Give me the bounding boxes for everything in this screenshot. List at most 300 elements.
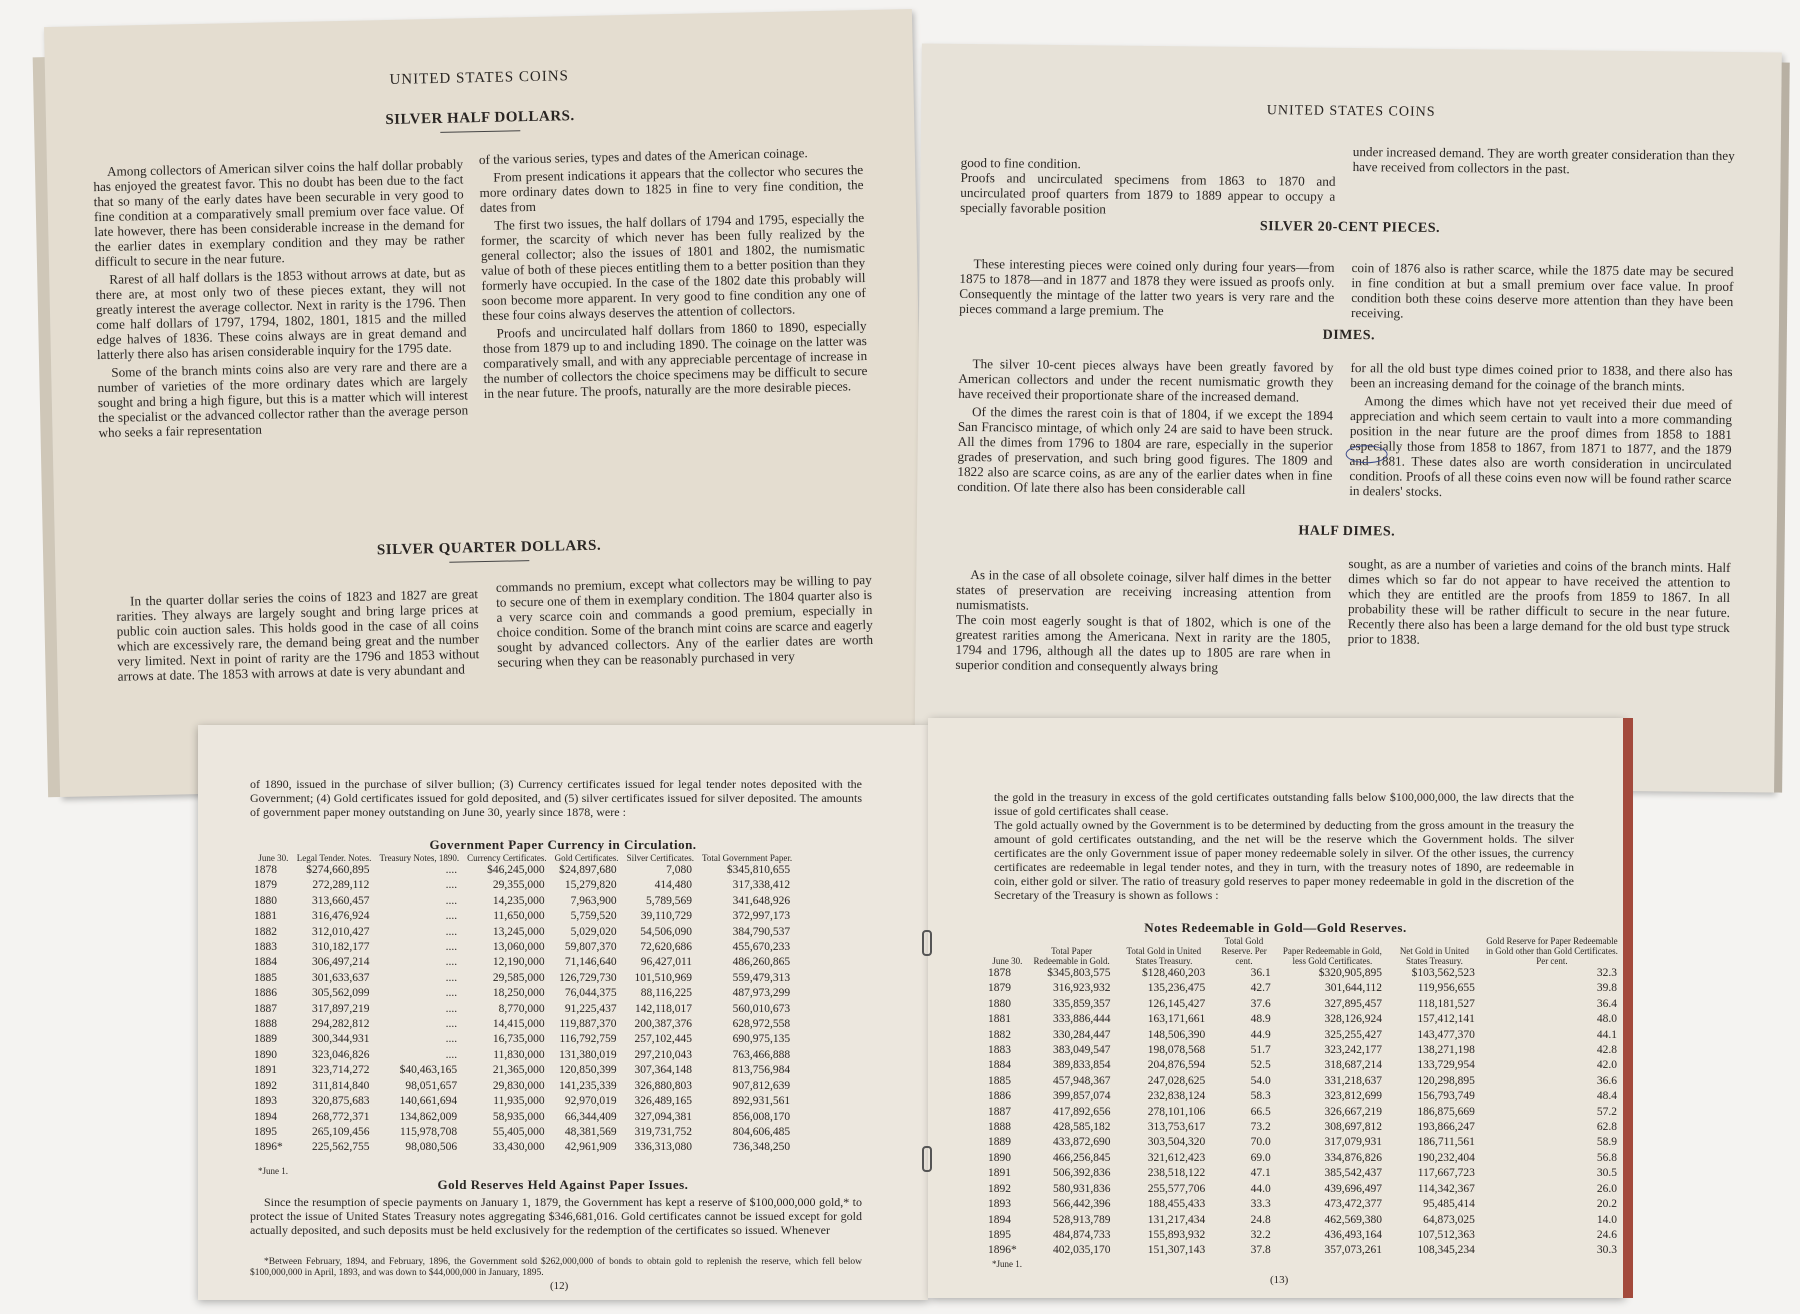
table-cell: 278,101,106 (1147, 1105, 1206, 1118)
paragraph: The silver 10-cent pieces always have been greatly favored by American collectors and under the recent numismatic growth they have received their proportionate share of the increased demand. (958, 356, 1334, 405)
table-cell: 318,687,214 (1324, 1059, 1383, 1072)
paragraph: The first two issues, the half dollars of 1794 and 1795, especially the former, the scarcity of which never has been fully realized by the general collector; also the issues of 1801 and 1802, the numismatic value of both of these pieces entitling them to a better position than they formerly have occupied. In the case of the 1802 date this probably will soon become more apparent. In very good to fine condition any one of these four coins always deserves the attention of collectors. (480, 210, 866, 324)
text-column (116, 586, 480, 687)
table-cell: 1893 (988, 1198, 1011, 1211)
table-row (988, 1182, 1623, 1197)
table-cell: 466,256,845 (1053, 1151, 1111, 1164)
table-cell: 58.3 (1250, 1090, 1271, 1103)
table-cell: 116,792,759 (559, 1033, 617, 1046)
table-cell: 163,171,661 (1147, 1013, 1206, 1026)
table-cell: 71,146,640 (564, 956, 617, 969)
table-row (988, 1012, 1623, 1027)
table-cell: 385,542,437 (1324, 1167, 1383, 1180)
table-cell: 1884 (988, 1059, 1011, 1072)
table-cell: 33.3 (1250, 1198, 1271, 1211)
table-cell: 1883 (988, 1044, 1011, 1057)
text-column (93, 156, 469, 443)
table-cell: 317,079,931 (1324, 1136, 1383, 1149)
table-cell: 52.5 (1250, 1059, 1271, 1072)
table-cell: 91,225,437 (564, 1002, 617, 1015)
table-cell: 487,973,299 (732, 987, 791, 1000)
table-cell: 327,895,457 (1324, 997, 1383, 1010)
binding-stitch (922, 930, 932, 956)
table-cell: 1889 (254, 1033, 277, 1046)
table-cell: 321,612,423 (1147, 1151, 1206, 1164)
table-cell: 328,126,924 (1324, 1013, 1383, 1026)
table-cell: .... (445, 971, 458, 984)
table-cell: 892,931,561 (732, 1095, 791, 1108)
table-row (254, 1140, 796, 1155)
table-cell: 138,271,198 (1417, 1044, 1475, 1057)
table-cell: 42.7 (1250, 982, 1271, 995)
table-row (254, 986, 796, 1001)
table-cell: 300,344,931 (311, 1033, 370, 1046)
table-cell: 1892 (988, 1182, 1011, 1195)
table-cell: 1887 (988, 1105, 1011, 1118)
text-column (250, 1195, 862, 1240)
footnote (250, 1257, 862, 1282)
table-cell: 804,606,485 (732, 1125, 791, 1138)
table-cell: 319,731,752 (634, 1125, 693, 1138)
table-cell: 272,289,112 (312, 879, 370, 892)
table-cell: 7,080 (666, 864, 693, 876)
table-cell: 1884 (254, 956, 277, 969)
table-cell: 156,793,749 (1417, 1090, 1475, 1103)
table-cell: 30.3 (1596, 1244, 1617, 1257)
table-cell: 188,455,433 (1147, 1198, 1206, 1211)
table-cell: 268,772,371 (311, 1110, 370, 1123)
table-cell: 101,510,969 (634, 971, 693, 984)
table-cell: 14,415,000 (492, 1018, 545, 1031)
column-header: Total Paper Redeemable in Gold. (1033, 946, 1110, 966)
table-cell: 48,381,569 (564, 1125, 617, 1138)
paper-currency-table (254, 853, 796, 1156)
table-cell: 1885 (988, 1074, 1011, 1087)
table-cell: $128,460,203 (1141, 967, 1206, 979)
table-row (988, 1228, 1623, 1243)
bottom-left-page (198, 725, 928, 1300)
text-column (959, 256, 1335, 323)
table-row (254, 1110, 796, 1125)
table-cell: $320,905,895 (1318, 967, 1383, 979)
table-cell: 303,504,320 (1147, 1136, 1206, 1149)
paragraph: under increased demand. They are worth greater consideration than they have received from collectors in the past. (1352, 144, 1735, 177)
table-cell: 317,338,412 (732, 879, 791, 892)
table-cell: 54,506,090 (640, 925, 693, 938)
paragraph: These interesting pieces were coined only during four years—from 1875 to 1878—and in 1877 and 1878 they were issued as proofs only. Consequently the mintage of the latter two years is very rare and the pieces command a large premium. The (959, 256, 1335, 319)
table-cell: 30.5 (1596, 1167, 1617, 1180)
table-cell: 341,648,926 (732, 894, 791, 907)
table-cell: 51.7 (1250, 1044, 1271, 1057)
table-cell: 1888 (254, 1018, 277, 1031)
section-title-20-cent: SILVER 20-CENT PIECES. (1259, 219, 1441, 236)
table-row (254, 878, 796, 893)
table-cell: 24.6 (1596, 1228, 1617, 1241)
table-row (254, 1002, 796, 1017)
bottom-right-page (928, 718, 1623, 1298)
table-row (988, 1166, 1623, 1181)
table-cell: 326,667,219 (1324, 1105, 1383, 1118)
table-cell: 297,210,043 (634, 1048, 693, 1061)
paragraph: commands no premium, except what collectors may be willing to pay to secure one of them in exemplary condition. The 1804 quarter also is a very scarce coin and commands a good premium, especially in choice condition. Some of the branch mint coins are scarce and eagerly sought by advanced collectors. Any of the earlier dates are worth securing when they can be reasonably purchased in very (495, 571, 874, 670)
table-cell: 37.6 (1250, 997, 1271, 1010)
column-header: Gold Certificates. (554, 853, 619, 863)
pen-circle-mark (1346, 445, 1388, 463)
table-cell: 323,242,177 (1324, 1044, 1383, 1057)
table-cell: 320,875,683 (311, 1095, 370, 1108)
table-cell: 294,282,812 (311, 1018, 370, 1031)
paragraph: coin of 1876 also is rather scarce, while the 1875 date may be secured in fine condition at but a small premium over face value. In proof condition both these coins deserve more attention than they have been receiving. (1351, 260, 1734, 321)
table-cell: 14,235,000 (492, 894, 545, 907)
table-cell: 383,049,547 (1053, 1044, 1111, 1057)
paragraph: *Between February, 1894, and February, 1896, the Government sold $262,000,000 of bonds to obtain gold to replenish the reserve, which fell below $100,000,000 in April, 1893, and was down to $44,000,000 in January, 1895. (250, 1257, 862, 1278)
table-cell: 455,670,233 (732, 941, 791, 954)
table-cell: 54.0 (1250, 1074, 1271, 1087)
table-cell: 1883 (254, 941, 277, 954)
table-cell: 336,313,080 (634, 1141, 693, 1154)
table-cell: 95,485,414 (1423, 1198, 1475, 1211)
table-cell: 193,866,247 (1417, 1121, 1475, 1134)
table-cell: 120,850,399 (559, 1064, 617, 1077)
table-header-row (254, 853, 796, 863)
column-header: Legal Tender. Notes. (296, 853, 372, 863)
table-cell: 120,298,895 (1417, 1074, 1475, 1087)
table-cell: 312,010,427 (311, 925, 370, 938)
table-cell: 76,044,375 (564, 987, 617, 1000)
table-cell: 560,010,673 (732, 1002, 791, 1015)
paragraph: Of the dimes the rarest coin is that of 1804, if we except the 1894 San Francisco mintage, of which only 24 are said to have been struck. All the dimes from 1796 to 1804 are rare, especially in the superior grades of preservation, and such bring good figures. The 1809 and 1822 also are scarce coins, as are any of the earlier dates when in fine condition. Of late there also has been considerable call (957, 404, 1334, 497)
table-cell: 402,035,170 (1053, 1244, 1111, 1257)
paragraph: sought, as are a number of varieties and coins of the branch mints. Half dimes which so far do not appear to have received the attention to which they are entitled are the proofs from 1859 to 1867. In all probability these will be rather difficult to secure in the near future. Recently there also has been a large demand for the old bust type struck prior to 1838. (1347, 556, 1731, 647)
table-cell: 1881 (254, 910, 277, 923)
table-cell: 62.8 (1596, 1121, 1617, 1134)
table-cell: 856,008,170 (732, 1110, 791, 1123)
table-cell: 15,279,820 (564, 879, 617, 892)
table-cell: 559,479,313 (732, 971, 791, 984)
table-cell: 316,923,932 (1053, 982, 1111, 995)
paragraph: Among the dimes which have not yet received their due meed of appreciation and which seem certain to vault into a more commanding position in the near future are the proof dimes from 1858 to 1881 especially those from 1858 to 1867, from 1871 to 1877, and the 1879 and 1881. These dates also are worth consideration in uncirculated condition. Proofs of all these coins even now will be found rather scarce in dealers' stocks. (1349, 393, 1733, 499)
table-cell: 134,862,009 (399, 1110, 458, 1123)
paragraph: Among collectors of American silver coins the half dollar probably has enjoyed the greatest favor. This no doubt has been due to the fact that so many of the early dates have been securable in very good to fine condition at a comparatively small premium over face value. Of late however, there has been considerable increase in the demand for the earlier dates in exemplary condition and they may be rather difficult to secure in the near future. (93, 156, 465, 270)
table-cell: 330,284,447 (1053, 1028, 1111, 1041)
booklet-edge (33, 57, 60, 797)
table-cell: 141,235,339 (559, 1079, 617, 1092)
table-cell: 11,935,000 (493, 1095, 545, 1108)
table-cell: .... (445, 894, 458, 907)
table-title: Notes Redeemable in Gold—Gold Reserves. (1144, 920, 1407, 935)
table-cell: 1890 (254, 1048, 277, 1061)
table-cell: 316,476,924 (311, 910, 370, 923)
top-left-page (44, 9, 928, 797)
table-cell: 198,078,568 (1147, 1044, 1206, 1057)
table-cell: 1885 (254, 971, 277, 984)
table-cell: .... (445, 864, 458, 876)
table-cell: 1878 (254, 864, 277, 876)
table-cell: 11,650,000 (493, 910, 545, 923)
column-header: Treasury Notes, 1890. (379, 853, 460, 863)
title-rule (440, 130, 520, 133)
table-cell: 305,562,099 (311, 987, 370, 1000)
table-cell: 186,711,561 (1417, 1136, 1475, 1149)
table-cell: 1894 (988, 1213, 1011, 1226)
table-cell: 48.9 (1250, 1013, 1271, 1026)
table-cell: 301,633,637 (311, 971, 370, 984)
footnote-mark: *June 1. (992, 1259, 1022, 1269)
table-cell: .... (445, 879, 458, 892)
table-cell: 37.8 (1250, 1244, 1271, 1257)
table-cell: 1892 (254, 1079, 277, 1092)
column-header: Currency Certificates. (467, 853, 547, 863)
table-cell: 47.1 (1250, 1167, 1271, 1180)
table-row (988, 1074, 1623, 1089)
table-cell: 1878 (988, 967, 1011, 979)
table-cell: 1882 (988, 1028, 1011, 1041)
table-cell: 1879 (254, 879, 277, 892)
table-cell: 92,970,019 (564, 1095, 617, 1108)
table-cell: 580,931,836 (1053, 1182, 1111, 1195)
table-cell: 66.5 (1250, 1105, 1271, 1118)
text-column (1348, 556, 1731, 653)
table-cell: 462,569,380 (1324, 1213, 1383, 1226)
table-cell: 155,893,932 (1147, 1228, 1206, 1241)
table-row (254, 894, 796, 909)
table-cell: 7,963,900 (570, 894, 617, 907)
table-cell: 72,620,686 (640, 941, 693, 954)
column-header: Paper Redeemable in Gold, less Gold Certificates. (1282, 946, 1382, 966)
table-row (988, 1151, 1623, 1166)
table-cell: 384,790,537 (732, 925, 791, 938)
table-cell: 69.0 (1250, 1151, 1271, 1164)
table-cell: 32.2 (1250, 1228, 1271, 1241)
table-cell: 126,145,427 (1147, 997, 1206, 1010)
table-cell: 73.2 (1250, 1121, 1271, 1134)
table-cell: .... (445, 941, 458, 954)
table-cell: .... (445, 910, 458, 923)
paragraph: From present indications it appears that the collector who secures the more ordinary dates down to 1825 in fine to very fine condition, the dates from (479, 162, 864, 216)
table-cell: 44.9 (1250, 1028, 1271, 1041)
text-column (479, 144, 868, 404)
table-row (988, 1243, 1623, 1258)
table-cell: 142,118,017 (634, 1002, 693, 1015)
table-cell: 29,355,000 (492, 879, 545, 892)
table-cell: 372,997,173 (732, 910, 791, 923)
table-cell: 55,405,000 (492, 1125, 545, 1138)
table-row (988, 1028, 1623, 1043)
table-cell: 5,029,020 (570, 925, 617, 938)
table-cell: 473,472,377 (1324, 1198, 1383, 1211)
table-cell: 486,260,865 (732, 956, 791, 969)
table-row (254, 1125, 796, 1140)
table-cell: .... (445, 1018, 458, 1031)
table-cell: 70.0 (1250, 1136, 1271, 1149)
column-header: June 30. (992, 956, 1023, 966)
table-cell: 36.1 (1250, 967, 1271, 979)
table-cell: $46,245,000 (487, 864, 545, 876)
table-cell: .... (445, 987, 458, 1000)
table-cell: 506,392,836 (1053, 1167, 1111, 1180)
red-cover-edge (1623, 718, 1633, 1298)
table-cell: 16,735,000 (492, 1033, 545, 1046)
table-cell: 327,094,381 (634, 1110, 693, 1123)
table-row (254, 955, 796, 970)
table-cell: 1896* (988, 1244, 1017, 1257)
table-cell: 126,729,730 (559, 971, 617, 984)
paragraph: Rarest of all half dollars is the 1853 without arrows at date, but as there are, at most only two of these pieces extant, they will not greatly interest the average collector. Next in rarity is the 1796. Then come half dollars of 1797, 1794, 1802, 1801, 1815 and the milled edge halves of 1836. These coins always are in great demand and latterly there also has arisen considerable inquiry for the 1795 date. (95, 264, 467, 363)
table-cell: 33,430,000 (492, 1141, 545, 1154)
table-cell: 5,759,520 (570, 910, 617, 923)
table-cell: 1893 (254, 1095, 277, 1108)
table-cell: 484,874,733 (1053, 1228, 1111, 1241)
column-header: Net Gold in United States Treasury. (1399, 946, 1470, 966)
table-cell: 1880 (254, 894, 277, 907)
table-cell: 308,697,812 (1324, 1121, 1383, 1134)
table-cell: $103,562,523 (1411, 967, 1475, 979)
section-title-gold-reserves: Gold Reserves Held Against Paper Issues. (437, 1177, 689, 1192)
table-cell: 13,245,000 (492, 925, 545, 938)
table-cell: 39.8 (1596, 982, 1617, 995)
table-cell: 26.0 (1596, 1182, 1617, 1195)
table-cell: 313,753,617 (1147, 1121, 1206, 1134)
table-cell: 88,116,225 (640, 987, 693, 1000)
table-cell: 255,577,706 (1147, 1182, 1206, 1195)
table-cell: 48.0 (1596, 1013, 1617, 1026)
table-cell: 32.3 (1596, 967, 1617, 979)
table-cell: $40,463,165 (399, 1064, 458, 1077)
table-cell: 813,756,984 (732, 1064, 791, 1077)
running-header: UNITED STATES COINS (1266, 103, 1436, 120)
table-cell: 1887 (254, 1002, 277, 1015)
table-cell: 48.4 (1596, 1090, 1617, 1103)
table-cell: 58.9 (1596, 1136, 1617, 1149)
table-cell: 20.2 (1596, 1198, 1617, 1211)
intro-text (994, 776, 1574, 919)
table-cell: 157,412,141 (1417, 1013, 1475, 1026)
table-cell: 433,872,690 (1053, 1136, 1111, 1149)
table-cell: 436,493,164 (1324, 1228, 1383, 1241)
table-cell: 247,028,625 (1147, 1074, 1206, 1087)
table-cell: 566,442,396 (1053, 1198, 1111, 1211)
table-cell: 148,506,390 (1147, 1028, 1206, 1041)
table-cell: 190,232,404 (1417, 1151, 1475, 1164)
table-cell: 131,380,019 (559, 1048, 617, 1061)
table-cell: 690,975,135 (732, 1033, 791, 1046)
text-column (1353, 144, 1735, 181)
table-cell: 12,190,000 (492, 956, 545, 969)
table-cell: 907,812,639 (732, 1079, 791, 1092)
table-cell: 1888 (988, 1121, 1011, 1134)
table-cell: 98,051,657 (405, 1079, 458, 1092)
table-cell: 24.8 (1250, 1213, 1271, 1226)
table-cell: 313,660,457 (311, 894, 370, 907)
table-cell: 39,110,729 (640, 910, 693, 923)
table-row (254, 971, 796, 986)
table-cell: $274,660,895 (306, 864, 370, 876)
table-cell: 140,661,694 (399, 1095, 458, 1108)
table-row (254, 909, 796, 924)
table-cell: 118,181,527 (1417, 997, 1475, 1010)
table-cell: 131,217,434 (1147, 1213, 1206, 1226)
table-cell: 323,812,699 (1324, 1090, 1383, 1103)
table-row (254, 940, 796, 955)
table-cell: 13,060,000 (492, 941, 545, 954)
table-cell: 357,073,261 (1324, 1244, 1383, 1257)
table-row (988, 1135, 1623, 1150)
table-cell: 42.0 (1596, 1059, 1617, 1072)
table-cell: 1891 (254, 1064, 277, 1077)
paragraph: Some of the branch mints coins also are very rare and there are a number of varieties of the more ordinary dates which are largely sought and bring a high figure, but this is a matter which will interest the specialist or the advanced collector rather than the average person who seeks a fair representation (97, 357, 469, 441)
table-cell: 98,080,506 (405, 1141, 458, 1154)
column-header: June 30. (258, 853, 289, 863)
table-cell: 301,644,112 (1324, 982, 1383, 995)
table-row (254, 925, 796, 940)
table-cell: 331,218,637 (1324, 1074, 1383, 1087)
table-cell: 44.1 (1596, 1028, 1617, 1041)
table-cell: 57.2 (1596, 1105, 1617, 1118)
text-column (955, 552, 1332, 728)
table-header-row (988, 936, 1623, 966)
table-cell: 232,838,124 (1147, 1090, 1206, 1103)
gold-reserves-table (988, 936, 1623, 1259)
table-cell: 457,948,367 (1053, 1074, 1111, 1087)
table-cell: 119,956,655 (1417, 982, 1475, 995)
table-cell: 29,830,000 (492, 1079, 545, 1092)
table-cell: 115,978,708 (400, 1125, 458, 1138)
table-cell: 59,807,370 (564, 941, 617, 954)
paragraph: Proofs and uncirculated half dollars from 1860 to 1890, especially those from 1879 up to and including 1890. The coinage on the latter was comparatively small, and with any appreciable percentage of increase in the number of collectors the choice specimens may be difficult to secure in the near future. The proofs, naturally are the more desirable pieces. (482, 318, 868, 402)
table-cell: 96,427,011 (640, 956, 693, 969)
table-cell: 1890 (988, 1151, 1011, 1164)
table-row (988, 997, 1623, 1012)
table-row (254, 1063, 796, 1078)
table-cell: 29,585,000 (492, 971, 545, 984)
paragraph: for all the old bust type dimes coined prior to 1838, and there also has been an increasing demand for the coinage of the branch mints. (1350, 360, 1733, 394)
table-cell: 135,236,475 (1147, 982, 1206, 995)
table-cell: .... (445, 925, 458, 938)
footnote-mark: *June 1. (258, 1166, 288, 1176)
text-column (1351, 260, 1734, 327)
table-cell: .... (445, 1048, 458, 1061)
table-row (988, 1120, 1623, 1135)
table-cell: 44.0 (1250, 1182, 1271, 1195)
table-row (988, 1089, 1623, 1104)
table-cell: 417,892,656 (1053, 1105, 1111, 1118)
table-cell: 439,696,497 (1324, 1182, 1383, 1195)
binding-stitch (922, 1146, 932, 1172)
section-title-half-dimes: HALF DIMES. (1298, 523, 1396, 540)
table-cell: 310,182,177 (311, 941, 370, 954)
table-cell: 107,512,363 (1417, 1228, 1475, 1241)
table-cell: 186,875,669 (1417, 1105, 1475, 1118)
table-cell: $24,897,680 (559, 864, 617, 876)
table-cell: 11,830,000 (493, 1048, 545, 1061)
table-row (254, 1017, 796, 1032)
table-cell: 114,342,367 (1417, 1182, 1475, 1195)
table-cell: 204,876,594 (1147, 1059, 1206, 1072)
table-cell: 257,102,445 (634, 1033, 693, 1046)
table-cell: 1894 (254, 1110, 277, 1123)
table-cell: 119,887,370 (559, 1018, 617, 1031)
table-cell: 528,913,789 (1053, 1213, 1111, 1226)
table-cell: 306,497,214 (311, 956, 370, 969)
table-cell: 66,344,409 (564, 1110, 617, 1123)
paragraph: of 1890, issued in the purchase of silver bullion; (3) Currency certificates issued for legal tender notes deposited with the Government; (4) Gold certificates issued for gold deposited, and (5) silver certificates issued for silver deposited. The amounts of government paper money outstanding on June 30, yearly since 1878, were : (250, 777, 862, 819)
table-cell: 628,972,558 (732, 1018, 791, 1031)
table-cell: 1895 (988, 1228, 1011, 1241)
table-cell: 333,886,444 (1053, 1013, 1111, 1026)
table-title: Government Paper Currency in Circulation. (429, 837, 697, 852)
table-cell: 428,585,182 (1053, 1121, 1111, 1134)
table-cell: 317,897,219 (311, 1002, 370, 1015)
